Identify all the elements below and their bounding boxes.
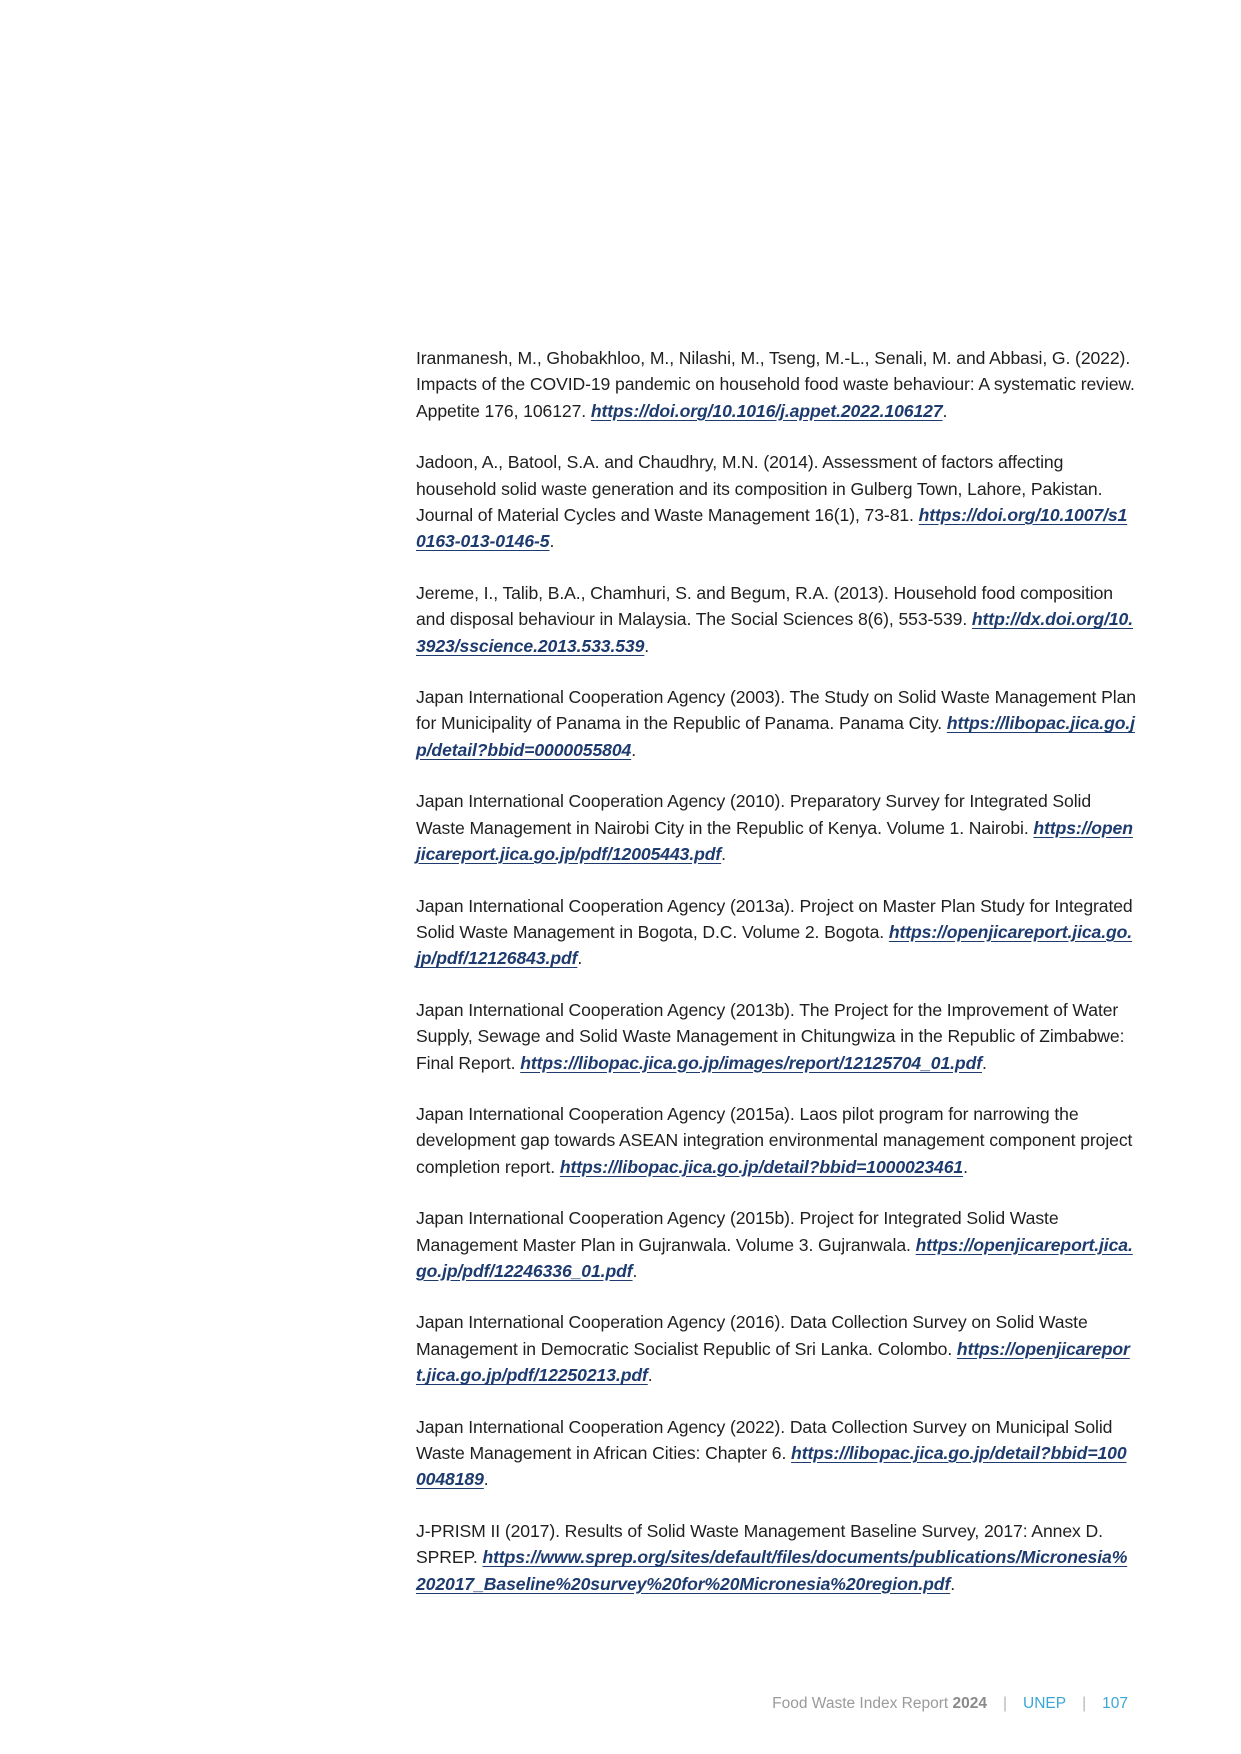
reference-link[interactable]: https://openjicareport.jica.go.jp/pdf/12246336_01.pdf <box>416 1234 1133 1281</box>
reference-text: J-PRISM II (2017). Results of Solid Waste Management Baseline Survey, 2017: Annex D. SPREP. <box>416 1520 1103 1568</box>
reference-text: Iranmanesh, M., Ghobakhloo, M., Nilashi, M., Tseng, M.-L., Senali, M. and Abbasi, G. (2022). Impacts of the COVID-19 pandemic on household food waste behaviour: A systematic review. Appetite 176, 106127. <box>416 348 1135 421</box>
page-number: 107 <box>1102 1695 1128 1712</box>
footer-year: 2024 <box>952 1695 987 1712</box>
reference-entry <box>416 684 1136 763</box>
reference-link[interactable]: https://libopac.jica.go.jp/detail?bbid=1000048189 <box>416 1443 1127 1490</box>
reference-link[interactable]: https://doi.org/10.1007/s10163-013-0146-5 <box>416 505 1128 552</box>
reference-entry <box>416 449 1136 555</box>
reference-end: . <box>721 844 726 865</box>
reference-text: Japan International Cooperation Agency (2013a). Project on Master Plan Study for Integrated Solid Waste Management in Bogota, D.C. Volume 2. Bogota. <box>416 895 1133 942</box>
reference-entry <box>416 1101 1136 1180</box>
page-footer <box>772 1695 1128 1713</box>
reference-entry <box>416 1309 1136 1388</box>
reference-text: Japan International Cooperation Agency (2022). Data Collection Survey on Municipal Solid Waste Management in African Cities: Chapter 6. <box>416 1416 1113 1463</box>
footer-org: UNEP <box>1023 1695 1067 1712</box>
reference-entry <box>416 997 1136 1076</box>
reference-link[interactable]: https://openjicareport.jica.go.jp/pdf/12005443.pdf <box>416 817 1133 865</box>
reference-entry <box>416 1414 1136 1493</box>
reference-link[interactable]: https://openjicareport.jica.go.jp/pdf/12126843.pdf <box>416 921 1133 969</box>
reference-end: . <box>632 1260 638 1281</box>
reference-text: Japan International Cooperation Agency (2010). Preparatory Survey for Integrated Solid Waste Management in Nairobi City in the Republic of Kenya. Volume 1. Nairobi. <box>416 791 1092 838</box>
reference-end: . <box>577 948 583 969</box>
reference-entry <box>416 893 1136 972</box>
reference-text: Japan International Cooperation Agency (2015a). Laos pilot program for narrowing the development gap towards ASEAN integration environmental management component project completion report. <box>416 1103 1133 1177</box>
reference-end: . <box>549 531 555 552</box>
reference-text: Japan International Cooperation Agency (2015b). Project for Integrated Solid Waste Management Master Plan in Gujranwala. Volume 3. Gujranwala. <box>416 1208 1059 1255</box>
reference-link[interactable]: http://dx.doi.org/10.3923/sscience.2013.533.539 <box>416 609 1134 656</box>
reference-entry <box>416 345 1136 424</box>
reference-end: . <box>942 400 948 421</box>
reference-link[interactable]: https://libopac.jica.go.jp/detail?bbid=1000023461 <box>559 1156 964 1177</box>
footer-separator: | <box>1002 1695 1008 1712</box>
reference-end: . <box>483 1469 489 1490</box>
reference-end: . <box>981 1052 987 1073</box>
reference-entry <box>416 1205 1136 1284</box>
reference-entry <box>416 580 1136 659</box>
reference-end: . <box>631 739 636 760</box>
reference-link[interactable]: https://www.sprep.org/sites/default/files/documents/publications/Micronesia%202017_Baseline%20survey%20for%20Micronesia%20region.pdf <box>416 1547 1128 1594</box>
reference-end: . <box>644 635 650 656</box>
reference-text: Japan International Cooperation Agency (2003). The Study on Solid Waste Management Plan for Municipality of Panama in the Republic of Panama. Panama City. <box>416 687 1136 734</box>
reference-text: Jadoon, A., Batool, S.A. and Chaudhry, M.N. (2014). Assessment of factors affecting household solid waste generation and its composition in Gulberg Town, Lahore, Pakistan. Journal of Material Cycles and Waste Management 16(1), 73-81. <box>416 452 1103 526</box>
reference-entry <box>416 788 1136 867</box>
reference-text: Jereme, I., Talib, B.A., Chamhuri, S. and Begum, R.A. (2013). Household food composition and disposal behaviour in Malaysia. The Social Sciences 8(6), 553-539. <box>416 582 1113 630</box>
reference-end: . <box>963 1156 968 1177</box>
reference-link[interactable]: https://libopac.jica.go.jp/detail?bbid=0000055804 <box>416 713 1135 760</box>
footer-separator: | <box>1082 1695 1087 1712</box>
reference-text: Japan International Cooperation Agency (2013b). The Project for the Improvement of Water Supply, Sewage and Solid Waste Management in Chitungwiza in the Republic of Zimbabwe: Final Report. <box>416 999 1125 1073</box>
reference-link[interactable]: https://openjicareport.jica.go.jp/pdf/12250213.pdf <box>416 1338 1130 1386</box>
reference-end: . <box>950 1573 956 1594</box>
reference-end: . <box>647 1365 653 1386</box>
reference-link[interactable]: https://libopac.jica.go.jp/images/report/12125704_01.pdf <box>520 1052 982 1073</box>
reference-link[interactable]: https://doi.org/10.1016/j.appet.2022.106127 <box>590 400 943 421</box>
reference-entry <box>416 1518 1136 1597</box>
reference-text: Japan International Cooperation Agency (2016). Data Collection Survey on Solid Waste Management in Democratic Socialist Republic of Sri Lanka. Colombo. <box>416 1312 1088 1359</box>
reference-list <box>416 345 1136 1622</box>
footer-report-title: Food Waste Index Report <box>772 1695 953 1712</box>
